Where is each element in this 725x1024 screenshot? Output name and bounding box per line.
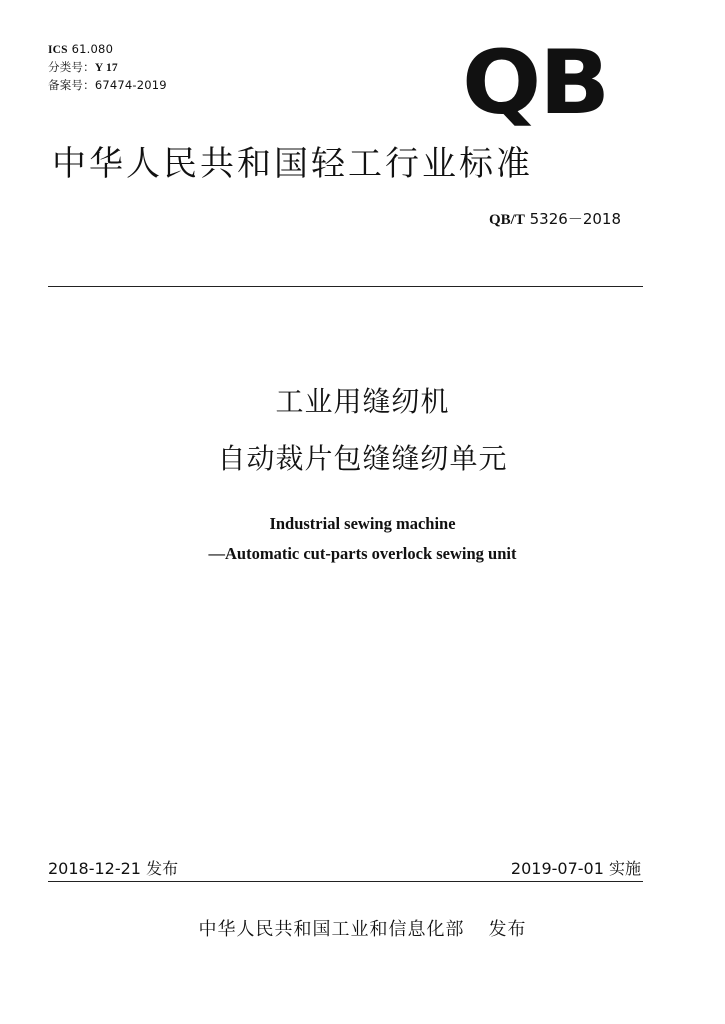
classification-line xyxy=(48,58,118,77)
top-divider xyxy=(48,286,643,287)
record-line xyxy=(48,76,167,94)
ics-label: ICS xyxy=(48,44,68,56)
publisher-action: 发布 xyxy=(488,919,527,940)
bottom-divider xyxy=(48,881,643,882)
ics-value: 61.080 xyxy=(71,42,114,56)
qb-logo: QB xyxy=(462,31,609,134)
ics-line xyxy=(48,40,113,59)
issue-date: 2018-12-21 发布 xyxy=(48,859,179,878)
title-en-line1: Industrial sewing machine xyxy=(269,514,456,533)
standard-category-title: 中华人民共和国轻工行业标准 xyxy=(52,144,533,184)
record-value: 67474-2019 xyxy=(94,78,167,92)
classification-value: Y 17 xyxy=(94,62,118,74)
title-cn-line1: 工业用缝纫机 xyxy=(275,385,450,418)
record-label: 备案号： xyxy=(48,78,95,92)
implementation-date: 2019-07-01 实施 xyxy=(510,859,641,878)
standard-code xyxy=(489,208,621,229)
standard-prefix: QB/T xyxy=(489,212,525,228)
publisher-name: 中华人民共和国工业和信息化部 xyxy=(198,919,465,940)
standard-number: 5326－2018 xyxy=(529,210,621,228)
publisher-line xyxy=(0,915,725,941)
title-cn-line2: 自动裁片包缝缝纫单元 xyxy=(217,442,508,475)
title-en-line2: —Automatic cut-parts overlock sewing unit xyxy=(208,544,517,563)
classification-label: 分类号： xyxy=(48,60,95,74)
